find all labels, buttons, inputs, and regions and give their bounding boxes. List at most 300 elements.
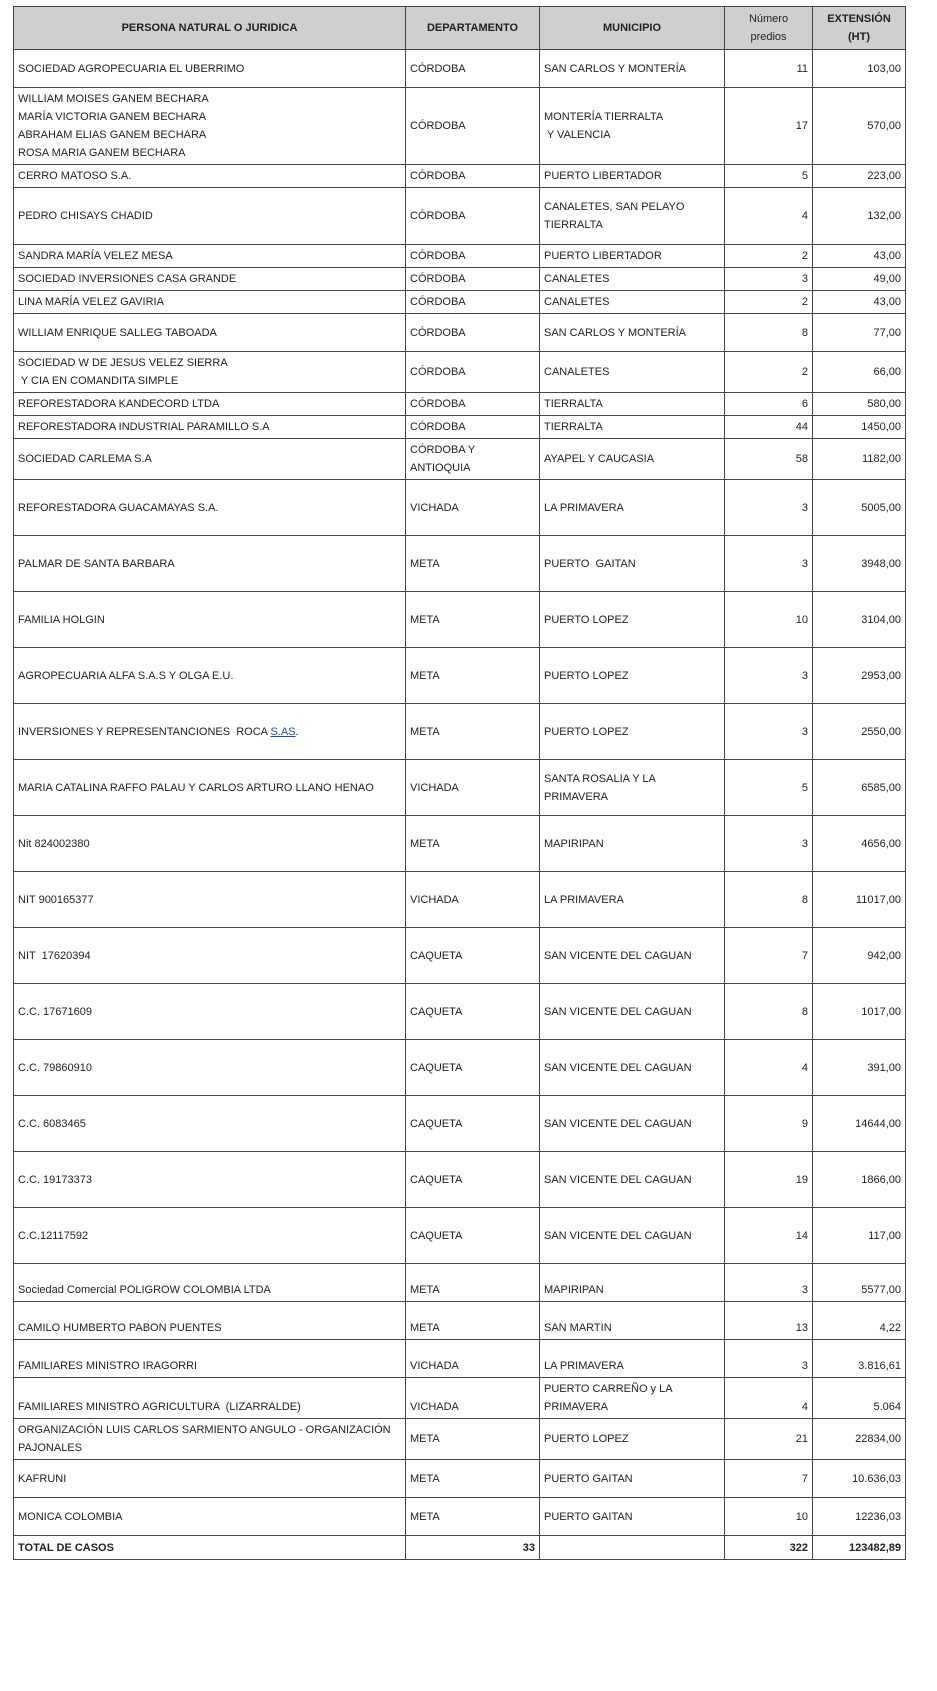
cell-persona-line: INVERSIONES Y REPRESENTANCIONES ROCA S.AS.: [18, 725, 299, 738]
cell-municipio-line: SAN VICENTE DEL CAGUAN: [544, 1229, 692, 1242]
cell-municipio: [540, 1040, 725, 1096]
cell-extension: 5577,00: [813, 1264, 906, 1302]
cell-departamento: [406, 50, 540, 88]
cell-municipio-line: PUERTO LIBERTADOR: [544, 250, 662, 262]
cell-departamento: [406, 872, 540, 928]
cell-departamento: [406, 245, 540, 268]
cell-persona: [14, 188, 406, 245]
cell-persona: [14, 1152, 406, 1208]
cell-predios: 3: [725, 1340, 813, 1378]
cell-departamento: [406, 314, 540, 352]
cell-departamento-line: VICHADA: [410, 781, 459, 794]
cell-persona-line: FAMILIA HOLGIN: [18, 613, 105, 626]
cell-persona-line: Sociedad Comercial POLIGROW COLOMBIA LTDA: [18, 1284, 271, 1296]
cell-municipio-line: PUERTO CARREÑO y LA: [544, 1383, 673, 1395]
total-label: TOTAL DE CASOS: [14, 1536, 406, 1560]
cell-municipio: [540, 165, 725, 188]
cell-persona: [14, 1340, 406, 1378]
cell-municipio-line: CANALETES, SAN PELAYO: [544, 201, 685, 213]
table-row: [14, 592, 906, 648]
cell-extension: 132,00: [813, 188, 906, 245]
cell-persona: [14, 760, 406, 816]
cell-municipio-line: TIERRALTA: [544, 421, 603, 433]
cell-extension: 1017,00: [813, 984, 906, 1040]
table-row: [14, 291, 906, 314]
cell-municipio: [540, 1208, 725, 1264]
cell-municipio: [540, 816, 725, 872]
cell-extension: 3104,00: [813, 592, 906, 648]
cell-extension: 223,00: [813, 165, 906, 188]
cell-municipio: [540, 1340, 725, 1378]
cell-persona: [14, 268, 406, 291]
table-row: [14, 1460, 906, 1498]
cell-persona-line: C.C. 19173373: [18, 1173, 92, 1186]
table-row: [14, 1096, 906, 1152]
cell-persona-line: ORGANIZACIÓN LUIS CARLOS SARMIENTO ANGULO - ORGANIZACIÓN: [18, 1424, 391, 1436]
cell-municipio: [540, 984, 725, 1040]
cell-predios: 4: [725, 1378, 813, 1419]
cell-municipio-line: SANTA ROSALIA Y LA: [544, 772, 656, 785]
cell-persona-line: C.C.12117592: [18, 1229, 89, 1242]
cell-departamento: [406, 1040, 540, 1096]
cell-predios: 3: [725, 704, 813, 760]
cell-persona: [14, 816, 406, 872]
cell-extension: 43,00: [813, 291, 906, 314]
table-row: [14, 314, 906, 352]
cell-departamento: [406, 1302, 540, 1340]
cell-persona-line: NIT 17620394: [18, 949, 91, 962]
cell-predios: 7: [725, 1460, 813, 1498]
cell-predios: 44: [725, 416, 813, 439]
header-extension: [813, 7, 906, 50]
cell-persona-line: Y CIA EN COMANDITA SIMPLE: [18, 375, 179, 387]
cell-departamento: [406, 760, 540, 816]
cell-persona: [14, 1302, 406, 1340]
cell-departamento-line: META: [410, 1322, 440, 1334]
cell-persona: [14, 393, 406, 416]
cell-predios: 3: [725, 480, 813, 536]
cell-municipio: [540, 1460, 725, 1498]
cell-municipio-line: SAN VICENTE DEL CAGUAN: [544, 949, 692, 962]
cell-departamento: [406, 592, 540, 648]
cell-persona-line: CERRO MATOSO S.A.: [18, 170, 132, 182]
cell-persona: [14, 291, 406, 314]
cell-departamento-line: CÓRDOBA Y: [410, 444, 476, 456]
table-row: [14, 872, 906, 928]
cell-predios: 21: [725, 1419, 813, 1460]
table-row: [14, 984, 906, 1040]
total-extension: 123482,89: [813, 1536, 906, 1560]
cell-municipio-line: SAN CARLOS Y MONTERÍA: [544, 62, 687, 75]
cell-predios: 10: [725, 592, 813, 648]
header-numero-line2: predios: [750, 31, 787, 43]
cell-extension: 1866,00: [813, 1152, 906, 1208]
cell-extension: 6585,00: [813, 760, 906, 816]
cell-departamento-line: VICHADA: [410, 1401, 459, 1413]
cell-departamento: [406, 1264, 540, 1302]
cell-municipio: [540, 439, 725, 480]
cell-municipio: [540, 416, 725, 439]
cell-municipio-line: SAN VICENTE DEL CAGUAN: [544, 1173, 692, 1186]
cell-departamento-line: META: [410, 613, 440, 626]
cell-predios: 6: [725, 393, 813, 416]
cell-departamento-line: CÓRDOBA: [410, 326, 466, 339]
table-row: [14, 1498, 906, 1536]
cell-departamento-line: VICHADA: [410, 1360, 459, 1372]
cell-persona: [14, 1498, 406, 1536]
cell-predios: 3: [725, 1264, 813, 1302]
cell-municipio-line: PUERTO LOPEZ: [544, 669, 629, 682]
cell-municipio: [540, 928, 725, 984]
cell-extension: 4656,00: [813, 816, 906, 872]
header-extension-line2: (HT): [848, 31, 870, 43]
cell-municipio-line: MAPIRIPAN: [544, 1284, 604, 1296]
cell-persona-line: MONICA COLOMBIA: [18, 1510, 123, 1523]
header-departamento: DEPARTAMENTO: [406, 7, 540, 50]
table-row: [14, 1378, 906, 1419]
cell-departamento-line: VICHADA: [410, 893, 459, 906]
cell-persona: [14, 984, 406, 1040]
cell-departamento-line: CAQUETA: [410, 1173, 463, 1186]
cell-extension: 4,22: [813, 1302, 906, 1340]
table-row: [14, 1302, 906, 1340]
cell-persona-line: Nit 824002380: [18, 837, 90, 850]
table-row: [14, 88, 906, 165]
cell-departamento: [406, 648, 540, 704]
cell-departamento: [406, 480, 540, 536]
table-row: [14, 188, 906, 245]
cell-departamento-line: META: [410, 1510, 440, 1523]
cell-departamento: [406, 928, 540, 984]
cell-departamento-line: META: [410, 725, 440, 738]
table-row: [14, 439, 906, 480]
cell-persona-line: ROSA MARIA GANEM BECHARA: [18, 147, 186, 159]
cell-departamento: [406, 1340, 540, 1378]
cell-predios: 17: [725, 88, 813, 165]
cell-departamento-line: META: [410, 557, 440, 570]
cell-extension: 391,00: [813, 1040, 906, 1096]
cell-departamento-line: META: [410, 1472, 440, 1485]
cell-predios: 3: [725, 816, 813, 872]
cell-municipio-line: SAN VICENTE DEL CAGUAN: [544, 1061, 692, 1074]
cell-persona: [14, 1040, 406, 1096]
cell-departamento-line: VICHADA: [410, 501, 459, 514]
table-row: [14, 268, 906, 291]
cell-persona-line: WILLIAM ENRIQUE SALLEG TABOADA: [18, 326, 217, 339]
cell-municipio-line: PUERTO GAITAN: [544, 1510, 633, 1523]
cell-departamento: [406, 1378, 540, 1419]
cell-persona: [14, 352, 406, 393]
cell-predios: 14: [725, 1208, 813, 1264]
cell-extension: 14644,00: [813, 1096, 906, 1152]
total-municipio: [540, 1536, 725, 1560]
table-header-row: [14, 7, 906, 50]
cell-extension: 22834,00: [813, 1419, 906, 1460]
cell-predios: 19: [725, 1152, 813, 1208]
table-row: [14, 393, 906, 416]
cell-municipio-line: MONTERÍA TIERRALTA: [544, 111, 664, 123]
cell-persona-line: SOCIEDAD W DE JESUS VELEZ SIERRA: [18, 357, 228, 369]
cell-municipio-line: SAN VICENTE DEL CAGUAN: [544, 1117, 692, 1130]
cell-departamento: [406, 1419, 540, 1460]
cell-predios: 9: [725, 1096, 813, 1152]
cell-municipio-line: CANALETES: [544, 296, 610, 308]
total-departamento: 33: [406, 1536, 540, 1560]
cell-persona: [14, 165, 406, 188]
cell-persona: [14, 1264, 406, 1302]
cell-departamento-line: ANTIOQUIA: [410, 462, 471, 474]
cell-departamento: [406, 188, 540, 245]
cell-persona-line: WILLIAM MOISES GANEM BECHARA: [18, 93, 209, 105]
header-numero-predios: [725, 7, 813, 50]
cell-municipio-line: LA PRIMAVERA: [544, 1360, 624, 1372]
cell-persona-line: FAMILIARES MINISTRO IRAGORRI: [18, 1360, 198, 1372]
cell-predios: 10: [725, 1498, 813, 1536]
cell-extension: 570,00: [813, 88, 906, 165]
table-row: [14, 480, 906, 536]
cell-departamento-line: CAQUETA: [410, 1229, 463, 1242]
header-municipio: MUNICIPIO: [540, 7, 725, 50]
cell-extension: 66,00: [813, 352, 906, 393]
cell-predios: 13: [725, 1302, 813, 1340]
table-row: [14, 704, 906, 760]
table-row: [14, 165, 906, 188]
total-predios: 322: [725, 1536, 813, 1560]
header-persona: PERSONA NATURAL O JURIDICA: [14, 7, 406, 50]
cell-predios: 3: [725, 536, 813, 592]
land-holdings-table: [13, 6, 906, 1560]
cell-departamento-line: CAQUETA: [410, 1005, 463, 1018]
cell-persona: [14, 536, 406, 592]
cell-municipio: [540, 88, 725, 165]
cell-persona-line: ABRAHAM ELIAS GANEM BECHARA: [18, 129, 207, 141]
cell-predios: 11: [725, 50, 813, 88]
cell-departamento: [406, 984, 540, 1040]
cell-departamento: [406, 1498, 540, 1536]
cell-municipio: [540, 291, 725, 314]
persona-suffix: .: [295, 725, 299, 738]
cell-persona: [14, 648, 406, 704]
cell-municipio: [540, 314, 725, 352]
data-sheet: [13, 6, 906, 1560]
cell-extension: 2550,00: [813, 704, 906, 760]
cell-municipio-line: PUERTO GAITAN: [544, 557, 636, 570]
cell-predios: 7: [725, 928, 813, 984]
cell-extension: 1182,00: [813, 439, 906, 480]
cell-municipio-line: PUERTO GAITAN: [544, 1472, 633, 1485]
cell-persona: [14, 245, 406, 268]
cell-persona-line: NIT 900165377: [18, 893, 94, 906]
table-row: [14, 760, 906, 816]
cell-municipio: [540, 648, 725, 704]
cell-departamento-line: CÓRDOBA: [410, 250, 466, 262]
cell-departamento-line: META: [410, 837, 440, 850]
cell-extension: 580,00: [813, 393, 906, 416]
cell-predios: 2: [725, 291, 813, 314]
cell-extension: 43,00: [813, 245, 906, 268]
cell-extension: 1450,00: [813, 416, 906, 439]
cell-persona-line: PALMAR DE SANTA BARBARA: [18, 557, 175, 570]
cell-departamento: [406, 439, 540, 480]
cell-persona-line: C.C. 17671609: [18, 1005, 92, 1018]
table-row: [14, 50, 906, 88]
cell-persona-line: PAJONALES: [18, 1442, 82, 1454]
table-row: [14, 416, 906, 439]
cell-departamento: [406, 165, 540, 188]
table-row: [14, 648, 906, 704]
cell-extension: 49,00: [813, 268, 906, 291]
cell-persona-line: C.C. 79860910: [18, 1061, 92, 1074]
cell-extension: 3948,00: [813, 536, 906, 592]
cell-extension: 11017,00: [813, 872, 906, 928]
cell-municipio-line: PRIMAVERA: [544, 790, 608, 803]
cell-persona-line: MARIA CATALINA RAFFO PALAU Y CARLOS ARTURO LLANO HENAO: [18, 781, 374, 794]
cell-departamento-line: META: [410, 669, 440, 682]
cell-municipio-line: PUERTO LOPEZ: [544, 1433, 629, 1445]
cell-predios: 4: [725, 1040, 813, 1096]
cell-departamento-line: CÓRDOBA: [410, 210, 466, 222]
cell-persona: [14, 439, 406, 480]
cell-extension: 77,00: [813, 314, 906, 352]
cell-predios: 5: [725, 760, 813, 816]
cell-persona: [14, 480, 406, 536]
cell-municipio: [540, 760, 725, 816]
cell-departamento: [406, 416, 540, 439]
table-row: [14, 245, 906, 268]
cell-municipio-line: SAN VICENTE DEL CAGUAN: [544, 1005, 692, 1018]
cell-departamento-line: META: [410, 1284, 440, 1296]
cell-persona: [14, 1460, 406, 1498]
table-row: [14, 1152, 906, 1208]
cell-extension: 12236,03: [813, 1498, 906, 1536]
table-row: [14, 536, 906, 592]
cell-municipio: [540, 1152, 725, 1208]
cell-persona-line: FAMILIARES MINISTRO AGRICULTURA (LIZARRALDE): [18, 1401, 301, 1413]
cell-departamento: [406, 1208, 540, 1264]
cell-departamento: [406, 393, 540, 416]
cell-departamento: [406, 268, 540, 291]
cell-predios: 4: [725, 188, 813, 245]
cell-predios: 8: [725, 984, 813, 1040]
cell-departamento-line: CÓRDOBA: [410, 421, 466, 433]
cell-extension: 3.816,61: [813, 1340, 906, 1378]
cell-municipio: [540, 245, 725, 268]
cell-municipio: [540, 704, 725, 760]
cell-departamento-line: CÓRDOBA: [410, 62, 466, 75]
cell-persona: [14, 1378, 406, 1419]
cell-persona-line: SOCIEDAD INVERSIONES CASA GRANDE: [18, 273, 237, 285]
header-extension-line1: EXTENSIÓN: [827, 13, 891, 25]
cell-departamento: [406, 536, 540, 592]
cell-municipio-line: Y VALENCIA: [544, 129, 611, 141]
table-row: [14, 1208, 906, 1264]
cell-departamento-line: CÓRDOBA: [410, 170, 466, 182]
cell-municipio: [540, 1378, 725, 1419]
cell-persona-line: LINA MARÍA VELEZ GAVIRIA: [18, 296, 164, 308]
table-row: [14, 1340, 906, 1378]
cell-municipio: [540, 872, 725, 928]
cell-municipio-line: PUERTO LOPEZ: [544, 725, 629, 738]
cell-municipio: [540, 393, 725, 416]
cell-municipio: [540, 1264, 725, 1302]
cell-persona: [14, 416, 406, 439]
cell-persona: [14, 1419, 406, 1460]
cell-departamento: [406, 352, 540, 393]
cell-persona-line: REFORESTADORA INDUSTRIAL PARAMILLO S.A: [18, 421, 270, 433]
cell-departamento-line: CÓRDOBA: [410, 366, 466, 378]
cell-predios: 8: [725, 872, 813, 928]
cell-municipio-line: PUERTO LOPEZ: [544, 613, 629, 626]
cell-departamento-line: CAQUETA: [410, 1061, 463, 1074]
cell-persona: [14, 314, 406, 352]
cell-departamento: [406, 1152, 540, 1208]
cell-municipio: [540, 592, 725, 648]
cell-persona: [14, 88, 406, 165]
cell-municipio-line: SAN MARTIN: [544, 1322, 612, 1334]
cell-departamento-line: CÓRDOBA: [410, 120, 466, 132]
table-row: [14, 816, 906, 872]
table-row: [14, 352, 906, 393]
cell-departamento-line: META: [410, 1433, 440, 1445]
cell-persona-line: PEDRO CHISAYS CHADID: [18, 210, 153, 222]
persona-link[interactable]: S.AS: [270, 725, 296, 738]
cell-municipio-line: TIERRALTA: [544, 219, 603, 231]
cell-municipio: [540, 50, 725, 88]
cell-persona-line: SOCIEDAD CARLEMA S.A: [18, 453, 152, 465]
cell-predios: 5: [725, 165, 813, 188]
cell-extension: 5005,00: [813, 480, 906, 536]
table-body: [14, 50, 906, 1536]
cell-extension: 942,00: [813, 928, 906, 984]
cell-extension: 5.064: [813, 1378, 906, 1419]
cell-predios: 58: [725, 439, 813, 480]
cell-municipio-line: LA PRIMAVERA: [544, 893, 624, 906]
cell-municipio: [540, 1498, 725, 1536]
cell-municipio-line: CANALETES: [544, 273, 610, 285]
cell-municipio-line: PUERTO LIBERTADOR: [544, 170, 662, 182]
cell-departamento: [406, 1460, 540, 1498]
cell-municipio: [540, 1419, 725, 1460]
cell-municipio: [540, 188, 725, 245]
header-numero-line1: Número: [748, 13, 789, 25]
cell-predios: 2: [725, 352, 813, 393]
cell-departamento-line: CÓRDOBA: [410, 296, 466, 308]
cell-municipio-line: CANALETES: [544, 366, 610, 378]
cell-municipio: [540, 352, 725, 393]
cell-municipio-line: SAN CARLOS Y MONTERÍA: [544, 326, 687, 339]
cell-departamento-line: CAQUETA: [410, 1117, 463, 1130]
cell-predios: 3: [725, 648, 813, 704]
cell-persona: [14, 1208, 406, 1264]
cell-municipio-line: AYAPEL Y CAUCASIA: [544, 453, 655, 465]
table-row: [14, 1264, 906, 1302]
cell-predios: 8: [725, 314, 813, 352]
cell-persona: [14, 872, 406, 928]
cell-persona: [14, 592, 406, 648]
cell-departamento-line: CÓRDOBA: [410, 273, 466, 285]
cell-persona-line: MARÍA VICTORIA GANEM BECHARA: [18, 111, 207, 123]
cell-persona-line: KAFRUNI: [18, 1472, 67, 1485]
cell-persona-line: AGROPECUARIA ALFA S.A.S Y OLGA E.U.: [18, 669, 234, 682]
cell-municipio: [540, 1302, 725, 1340]
cell-extension: 2953,00: [813, 648, 906, 704]
cell-extension: 117,00: [813, 1208, 906, 1264]
cell-persona-line: REFORESTADORA KANDECORD LTDA: [18, 398, 220, 410]
cell-municipio-line: PRIMAVERA: [544, 1401, 608, 1413]
table-row: [14, 928, 906, 984]
table-row: [14, 1419, 906, 1460]
cell-predios: 2: [725, 245, 813, 268]
